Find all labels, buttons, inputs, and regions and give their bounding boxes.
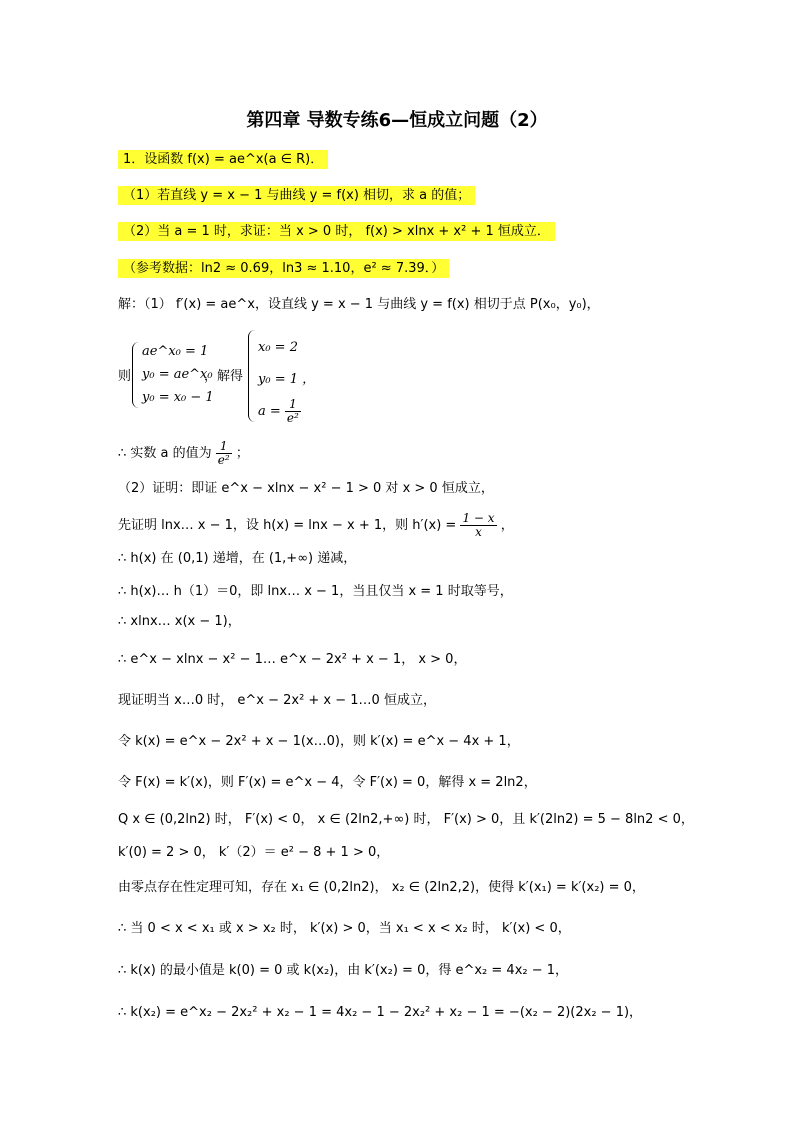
problem-part2: （2）当 a = 1 时，求证：当 x > 0 时， f(x) > xlnx + x² + 1 恒成立． bbox=[118, 222, 555, 242]
solution-line-8: 现证明当 x…0 时， e^x − 2x² + x − 1…0 恒成立， bbox=[118, 693, 436, 708]
solution-line-12: k′(0) = 2 > 0， k′（2）＝ e² − 8 + 1 > 0， bbox=[118, 845, 390, 860]
equation-system-2 bbox=[248, 330, 318, 425]
system-mid: ，解得 bbox=[204, 369, 244, 384]
problem-part1: （1）若直线 y = x − 1 与曲线 y = f(x) 相切，求 a 的值； bbox=[118, 186, 475, 206]
solution-line-13: 由零点存在性定理可知，存在 x₁ ∈ (0,2ln2)， x₂ ∈ (2ln2,2)，使得 k′(x₁) = k′(x₂) = 0， bbox=[118, 880, 645, 895]
fraction-one-over-e2: $\frac{1}{\text{e²}}$ bbox=[286, 397, 299, 425]
reference-data: （参考数据：ln2 ≈ 0.69，ln3 ≈ 1.10，e² ≈ 7.39．） bbox=[118, 259, 449, 279]
problem-stem: 1．设函数 f(x) = ae^x(a ∈ R)． bbox=[118, 150, 328, 170]
solution-line-5: ∴ h(x)… h（1）＝0，即 lnx… x − 1，当且仅当 x = 1 时取等号， bbox=[118, 584, 513, 599]
solution-line-1: 解：（1） f′(x) = ae^x，设直线 y = x − 1 与曲线 y = f(x) 相切于点 P(x₀，y₀)， bbox=[118, 297, 600, 312]
solution-line-14: ∴ 当 0 < x < x₁ 或 x > x₂ 时， k′(x) > 0，当 x₁ < x < x₂ 时， k′(x) < 0， bbox=[118, 921, 571, 936]
system1-row-2: y₀ = ae^x₀ bbox=[142, 367, 213, 382]
system1-row-3: y₀ = x₀ − 1 bbox=[142, 390, 214, 405]
solution-line-10: 令 F(x) = k′(x)，则 F′(x) = e^x − 4，令 F′(x) = 0，解得 x = 2ln2， bbox=[118, 775, 537, 790]
fraction-h-prime: $\frac{1 - x}{x}$ bbox=[462, 511, 495, 539]
solution-line-16: ∴ k(x₂) = e^x₂ − 2x₂² + x₂ − 1 = 4x₂ − 1 − 2x₂² + x₂ − 1 = −(x₂ − 2)(2x₂ − 1)， bbox=[118, 1005, 643, 1020]
solution-line-11: Q x ∈ (0,2ln2) 时， F′(x) < 0， x ∈ (2ln2,+∞) 时， F′(x) > 0，且 k′(2ln2) = 5 − 8ln2 < 0， bbox=[118, 812, 694, 827]
system2-row-1: x₀ = 2 bbox=[258, 340, 298, 355]
left-brace-1 bbox=[132, 342, 139, 408]
page-title: 第四章 导数专练6—恒成立问题（2） bbox=[246, 110, 548, 131]
solution-line-4: ∴ h(x) 在 (0,1) 递增，在 (1,+∞) 递减， bbox=[118, 551, 357, 566]
conclusion-1: ∴ 实数 a 的值为 $\frac{1}{\text{e²}}$ ； bbox=[118, 439, 249, 467]
solution-line-9: 令 k(x) = e^x − 2x² + x − 1(x…0)，则 k′(x) = e^x − 4x + 1， bbox=[118, 734, 520, 749]
system-prefix: 则 bbox=[118, 369, 132, 384]
solution-line-7: ∴ e^x − xlnx − x² − 1… e^x − 2x² + x − 1， x > 0， bbox=[118, 652, 467, 667]
solution-line-15: ∴ k(x) 的最小值是 k(0) = 0 或 k(x₂)，由 k′(x₂) = 0，得 e^x₂ = 4x₂ − 1， bbox=[118, 963, 569, 978]
system2-row-2: y₀ = 1 ， bbox=[258, 372, 316, 387]
solution-line-6: ∴ xlnx… x(x − 1)， bbox=[118, 614, 241, 629]
solution-line-2: （2）证明：即证 e^x − xlnx − x² − 1 > 0 对 x > 0 恒成立， bbox=[118, 481, 494, 496]
system1-row-1: ae^x₀ = 1 bbox=[142, 344, 209, 359]
fraction-answer: $\frac{1}{\text{e²}}$ bbox=[217, 439, 230, 467]
solution-line-3: 先证明 lnx… x − 1，设 h(x) = lnx − x + 1，则 h′(x) = $\frac{1 - x}{x}$ ， bbox=[118, 511, 514, 539]
system2-row-3: a = $\frac{1}{\text{e²}}$ bbox=[258, 397, 299, 425]
left-brace-2 bbox=[248, 330, 255, 422]
equation-system-1 bbox=[132, 342, 214, 408]
